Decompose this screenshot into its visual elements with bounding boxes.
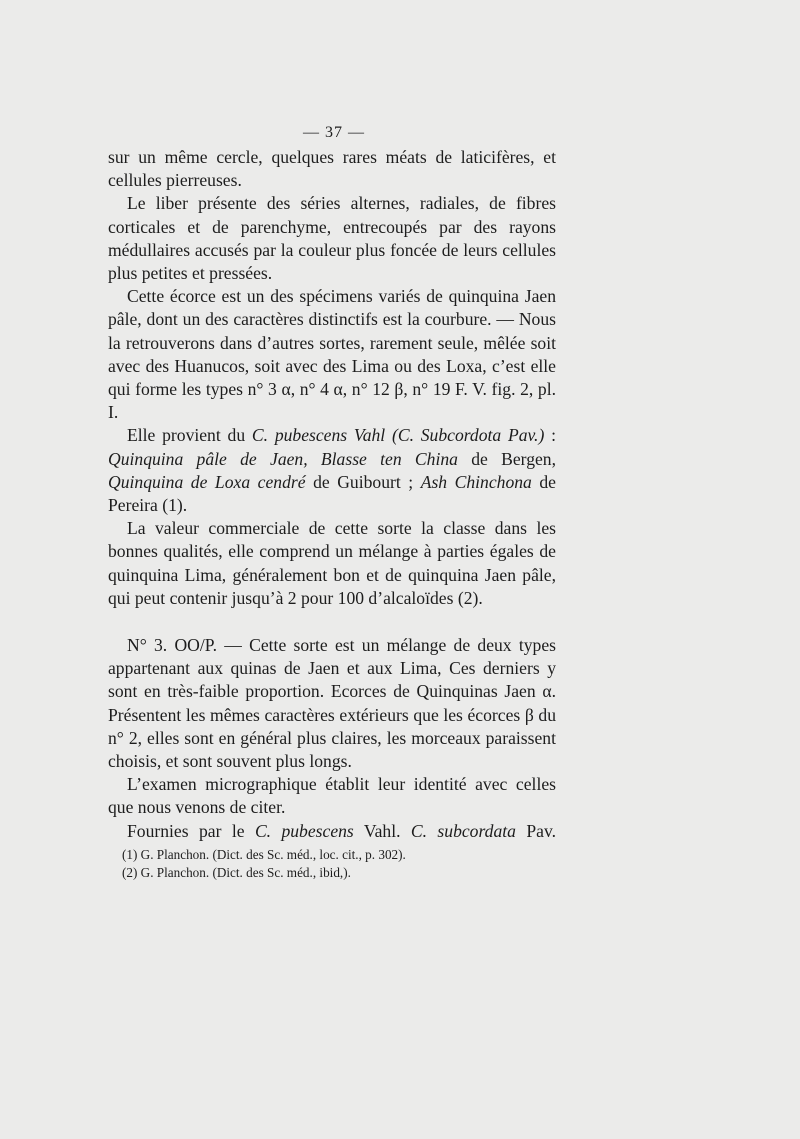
p4-text-2: : — [544, 425, 556, 446]
footnote-2: (2) G. Planchon. (Dict. des Sc. méd., ibid,). — [122, 865, 351, 880]
body-text — [108, 146, 556, 843]
p4-common-name-1: Quinquina pâle de Jaen, Blasse ten China — [108, 448, 458, 469]
p8-species-2: C. subcordata — [410, 820, 516, 841]
p4-common-name-2: Quinquina de Loxa cendré — [108, 471, 306, 492]
p8-text-1: Fournies par le — [127, 820, 255, 841]
footnote-1: (1) G. Planchon. (Dict. des Sc. méd., loc. cit., p. 302). — [122, 847, 406, 862]
paragraph-3: Cette écorce est un des spécimens variés de quinquina Jaen pâle, dont un des caractères distinctifs est la courbure. — Nous la retrouverons dans d’autres sortes, rarement seule, mêlée soit avec des Huanucos, soit avec des Lima ou des Loxa, c’est elle qui forme les types n° 3 α, n° 4 α, n° 12 β, n° 19 F. V. fig. 2, pl. I. — [108, 286, 556, 423]
p4-text-3: de Bergen, — [457, 448, 556, 469]
p8-species-1: C. pubescens — [254, 820, 354, 841]
page-number: — 37 — — [303, 124, 365, 141]
p4-common-name-3: Ash Chinchona — [420, 471, 532, 492]
paragraph-5: La valeur commerciale de cette sorte la classe dans les bonnes qualités, elle comprend un mélange à parties égales de quinquina Lima, généralement bon et de quinquina Jaen pâle, qui peut contenir jusqu’à 2 pour 100 d’alcaloïdes (2). — [108, 518, 556, 608]
paragraph-4 — [108, 424, 556, 517]
p4-species-name: C. pubescens Vahl (C. Subcordota Pav.) — [251, 425, 545, 446]
p8-text-2: Vahl. — [353, 820, 411, 841]
paragraph-6: N° 3. OO/P. — Cette sorte est un mélange de deux types appartenant aux quinas de Jaen et aux Lima, Ces derniers y sont en très-faible proportion. Ecorces de Quinquinas Jaen α. Présentent les mêmes caractères extérieurs que les écorces β du n° 2, elles sont en général plus claires, les morceaux paraissent choisis, et sont souvent plus longs. — [108, 635, 556, 772]
paragraph-8 — [108, 820, 556, 843]
p4-text-5: de Pereira (1). — [108, 471, 556, 516]
paragraph-7: L’examen micrographique établit leur identité avec celles que nous venons de citer. — [108, 774, 556, 818]
paragraph-1: sur un même cercle, quelques rares méats de laticifères, et cellules pierreuses. — [108, 147, 556, 191]
footnotes — [122, 846, 562, 882]
p4-text-1: Elle provient du — [127, 425, 252, 446]
p4-text-4: de Guibourt ; — [305, 471, 421, 492]
p8-text-3: Pav. — [515, 820, 556, 841]
paragraph-2: Le liber présente des séries alternes, radiales, de fibres corticales et de parenchyme, entrecoupés par des rayons médullaires accusés par la couleur plus foncée de leurs cellules plus petites et pressées. — [108, 193, 556, 284]
